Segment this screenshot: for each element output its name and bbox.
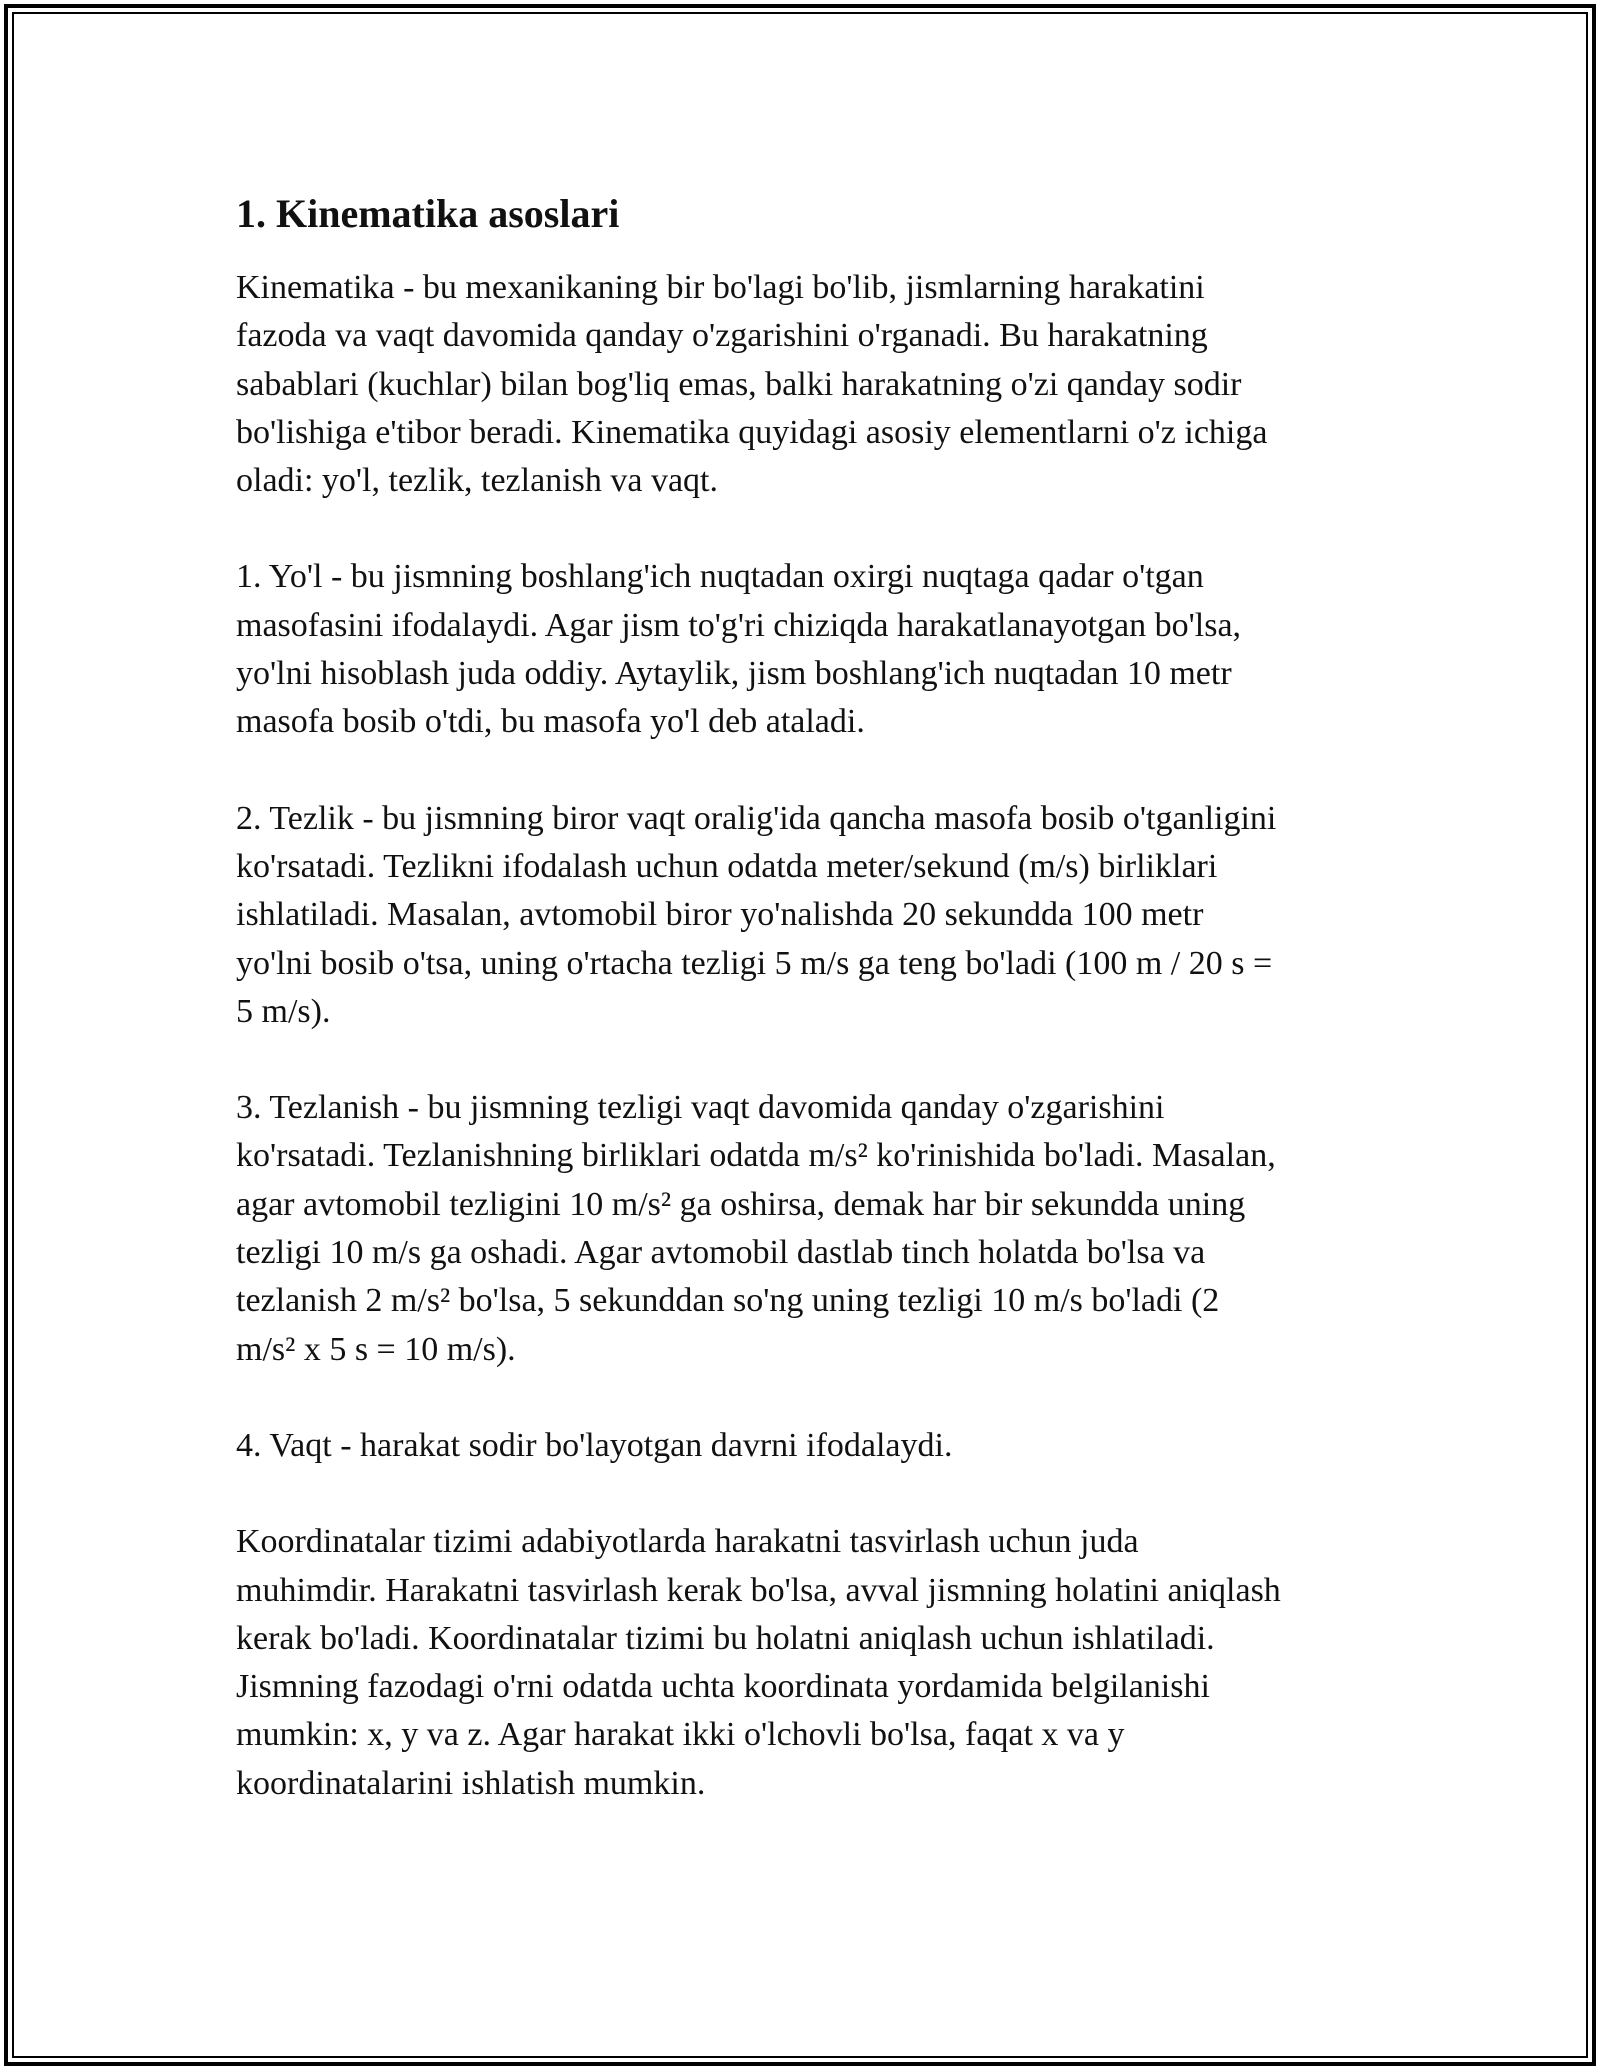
paragraph-yol: 1. Yo'l - bu jismning boshlang'ich nuqtadan oxirgi nuqtaga qadar o'tgan masofasini ifodalaydi. Agar jism to'g'ri chiziqda harakatlanayotgan bo'lsa, yo'lni hisoblash juda oddiy. Aytaylik, jism boshlang'ich nuqtadan 10 metr masofa bosib o'tdi, bu masofa yo'l deb ataladi. xyxy=(236,558,1242,741)
paragraph-intro: Kinematika - bu mexanikaning bir bo'lagi bo'lib, jismlarning harakatini fazoda va vaqt davomida qanday o'zgarishini o'rganadi. Bu harakatning sabablari (kuchlar) bilan bog'liq emas, balki harakatning o'zi qanday sodir bo'lishiga e'tibor beradi. Kinematika quyidagi asosiy elementlarni o'z ichiga oladi: yo'l, tezlik, tezlanish va vaqt. xyxy=(236,269,1268,500)
page-title: 1. Kinematika asoslari xyxy=(236,191,620,236)
paragraph-koordinatalar: Koordinatalar tizimi adabiyotlarda harakatni tasvirlash uchun juda muhimdir. Harakatni tasvirlash kerak bo'lsa, avval jismning holatini aniqlash kerak bo'ladi. Koordinatalar tizimi bu holatni aniqlash uchun ishlatiladi. Jismning fazodagi o'rni odatda uchta koordinata yordamida belgilanishi mumkin: x, y va z. Agar harakat ikki o'lchovli bo'lsa, faqat x va y koordinatalarini ishlatish mumkin. xyxy=(236,1523,1281,1802)
document-body xyxy=(236,188,1366,1856)
paragraph-vaqt: 4. Vaqt - harakat sodir bo'layotgan davrni ifodalaydi. xyxy=(236,1426,953,1464)
paragraph-tezlanish: 3. Tezlanish - bu jismning tezligi vaqt davomida qanday o'zgarishini ko'rsatadi. Tezlanishning birliklari odatda m/s² ko'rinishida bo'ladi. Masalan, agar avtomobil tezligini 10 m/s² ga oshirsa, demak har bir sekundda uning tezligi 10 m/s ga oshadi. Agar avtomobil dastlab tinch holatda bo'lsa va tezlanish 2 m/s² bo'lsa, 5 sekunddan so'ng uning tezligi 10 m/s bo'ladi (2 m/s² x 5 s = 10 m/s). xyxy=(236,1089,1276,1368)
paragraph-tezlik: 2. Tezlik - bu jismning biror vaqt oralig'ida qancha masofa bosib o'tganligini ko'rsatadi. Tezlikni ifodalash uchun odatda meter/sekund (m/s) birliklari ishlatiladi. Masalan, avtomobil biror yo'nalishda 20 sekundda 100 metr yo'lni bosib o'tsa, uning o'rtacha tezligi 5 m/s ga teng bo'ladi (100 m / 20 s = 5 m/s). xyxy=(236,799,1277,1030)
